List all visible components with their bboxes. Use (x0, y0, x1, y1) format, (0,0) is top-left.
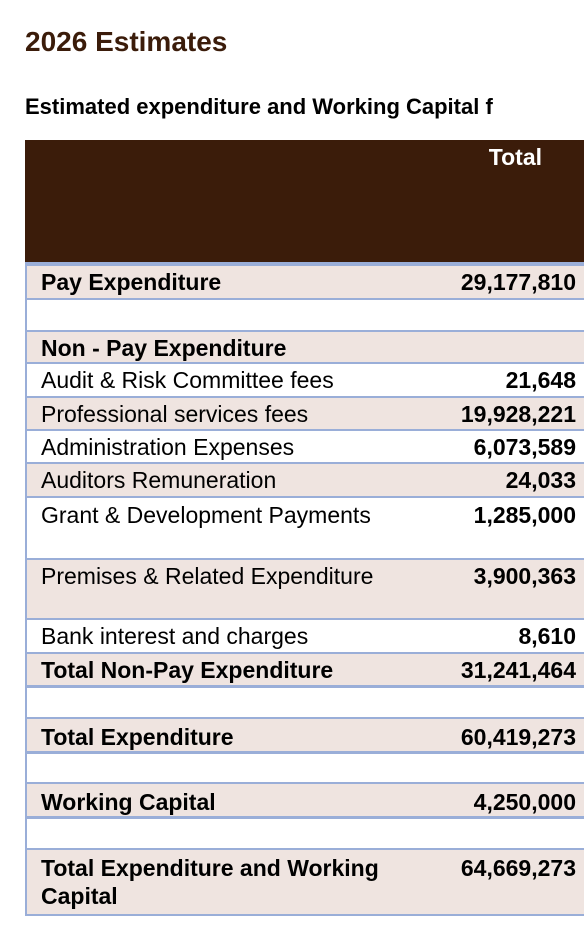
row-grand-total (25, 850, 584, 916)
estimates-table (25, 140, 584, 916)
table-header (25, 140, 584, 266)
row-value: 21,648 (505, 367, 576, 393)
row-value: 6,073,589 (473, 434, 576, 460)
row-spacer (25, 688, 584, 719)
row-value (432, 300, 584, 330)
row-label: Grant & Development Payments (41, 502, 371, 528)
row-grant-development (25, 498, 584, 560)
row-label (27, 754, 432, 782)
row-label: Administration Expenses (41, 434, 295, 460)
row-non-pay-heading (25, 332, 584, 364)
row-label (27, 300, 432, 330)
row-working-capital (25, 784, 584, 819)
row-value: 19,928,221 (460, 401, 576, 427)
row-value (432, 688, 584, 717)
row-label: Auditors Remuneration (41, 467, 277, 493)
row-label: Total Expenditure (41, 724, 234, 750)
row-value: 1,285,000 (473, 502, 576, 528)
row-label: Professional services fees (41, 401, 309, 427)
row-value (432, 754, 584, 782)
row-label: Working Capital (41, 789, 216, 815)
row-value: 3,900,363 (473, 563, 576, 589)
row-premises (25, 560, 584, 620)
row-value: 4,250,000 (473, 789, 576, 815)
row-label: Total Expenditure and Working Capital (41, 855, 379, 909)
row-label: Non - Pay Expenditure (41, 335, 287, 361)
row-value: 31,241,464 (460, 657, 576, 683)
header-total-label: Total (488, 144, 542, 170)
row-spacer (25, 819, 584, 850)
row-value: 8,610 (518, 623, 576, 649)
row-value: 64,669,273 (460, 855, 576, 881)
row-label: Premises & Related Expenditure (41, 563, 374, 589)
row-total-non-pay (25, 654, 584, 688)
row-value (432, 334, 584, 362)
row-label (27, 819, 432, 848)
row-value (432, 819, 584, 848)
row-label: Bank interest and charges (41, 623, 309, 649)
row-spacer (25, 300, 584, 332)
row-label: Pay Expenditure (41, 269, 222, 295)
row-audit-risk (25, 364, 584, 398)
row-pay-expenditure (25, 266, 584, 300)
row-label: Total Non-Pay Expenditure (41, 657, 334, 683)
row-label (27, 688, 432, 717)
row-administration (25, 431, 584, 464)
row-bank-interest (25, 620, 584, 654)
row-value: 60,419,273 (460, 724, 576, 750)
row-total-expenditure (25, 719, 584, 754)
table-caption: Estimated expenditure and Working Capital f (25, 94, 493, 119)
row-professional-services (25, 398, 584, 431)
row-auditors (25, 464, 584, 498)
page-title: 2026 Estimates (25, 26, 228, 57)
row-label: Audit & Risk Committee fees (41, 367, 334, 393)
row-value: 29,177,810 (460, 269, 576, 295)
row-value: 24,033 (505, 467, 576, 493)
row-spacer (25, 754, 584, 784)
